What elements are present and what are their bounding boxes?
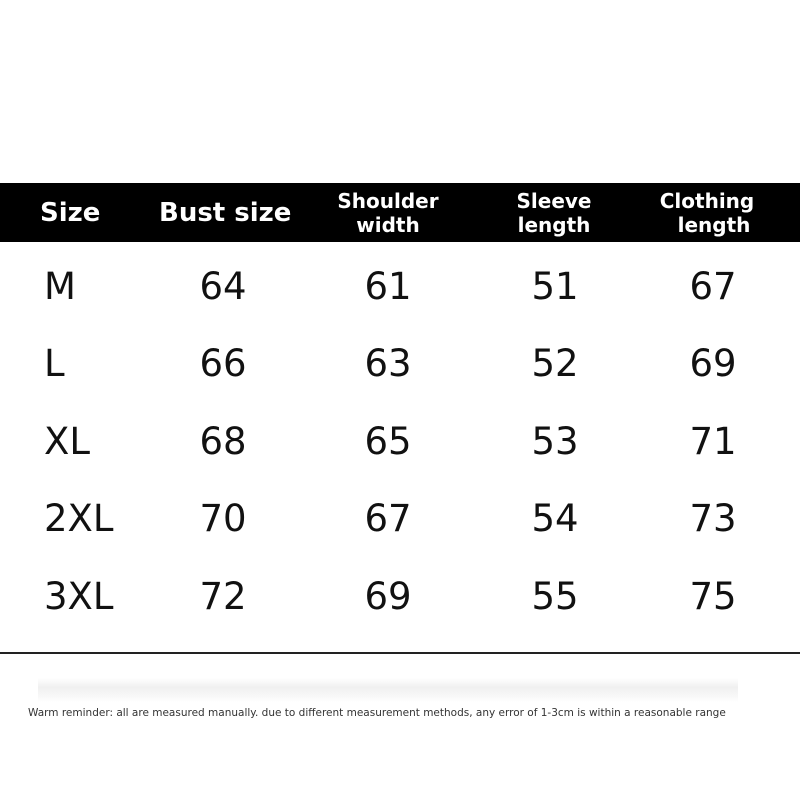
header-size (40, 198, 100, 229)
header-sleeve-length-line2: length (517, 213, 591, 237)
faded-text-artifact (38, 678, 738, 702)
table-row (0, 412, 800, 472)
bust-cell: 64 (199, 265, 247, 308)
clothing-length-cell: 69 (689, 342, 737, 385)
shoulder-cell: 67 (364, 497, 412, 540)
size-chart-table (0, 183, 800, 654)
sleeve-cell: 53 (531, 420, 579, 463)
header-shoulder-width-line2: width (356, 213, 420, 237)
header-size-label: Size (40, 198, 101, 228)
size-cell: L (44, 342, 65, 385)
header-shoulder-width-line1: Shoulder (337, 189, 439, 213)
sleeve-cell: 55 (531, 575, 579, 618)
header-clothing-length-line2: length (677, 213, 751, 237)
sleeve-cell: 52 (531, 342, 579, 385)
bust-cell: 70 (199, 497, 247, 540)
measurement-footnote: Warm reminder: all are measured manually. due to different measurement methods, any error of 1-3cm is within a reasonable range (28, 707, 726, 719)
header-bust-size (159, 198, 291, 229)
header-clothing-length-line1: Clothing (659, 189, 755, 213)
clothing-length-cell: 71 (689, 420, 737, 463)
clothing-length-cell: 73 (689, 497, 737, 540)
size-cell: M (44, 265, 76, 308)
size-cell: 3XL (44, 575, 114, 618)
clothing-length-cell: 75 (689, 575, 737, 618)
shoulder-cell: 69 (364, 575, 412, 618)
sleeve-cell: 54 (531, 497, 579, 540)
size-cell: XL (44, 420, 90, 463)
clothing-length-cell: 67 (689, 265, 737, 308)
header-sleeve-length-line1: Sleeve (516, 189, 592, 213)
table-row (0, 489, 800, 549)
shoulder-cell: 63 (364, 342, 412, 385)
header-bust-size-label: Bust size (159, 198, 292, 228)
bust-cell: 72 (199, 575, 247, 618)
table-header (0, 183, 800, 242)
shoulder-cell: 61 (364, 265, 412, 308)
bust-cell: 68 (199, 420, 247, 463)
table-body (0, 242, 800, 654)
header-sleeve-length (500, 189, 608, 237)
table-row (0, 257, 800, 317)
header-clothing-length (654, 189, 760, 237)
sleeve-cell: 51 (531, 265, 579, 308)
shoulder-cell: 65 (364, 420, 412, 463)
table-row (0, 567, 800, 627)
header-shoulder-width (330, 189, 446, 237)
bust-cell: 66 (199, 342, 247, 385)
table-row (0, 334, 800, 394)
size-cell: 2XL (44, 497, 114, 540)
